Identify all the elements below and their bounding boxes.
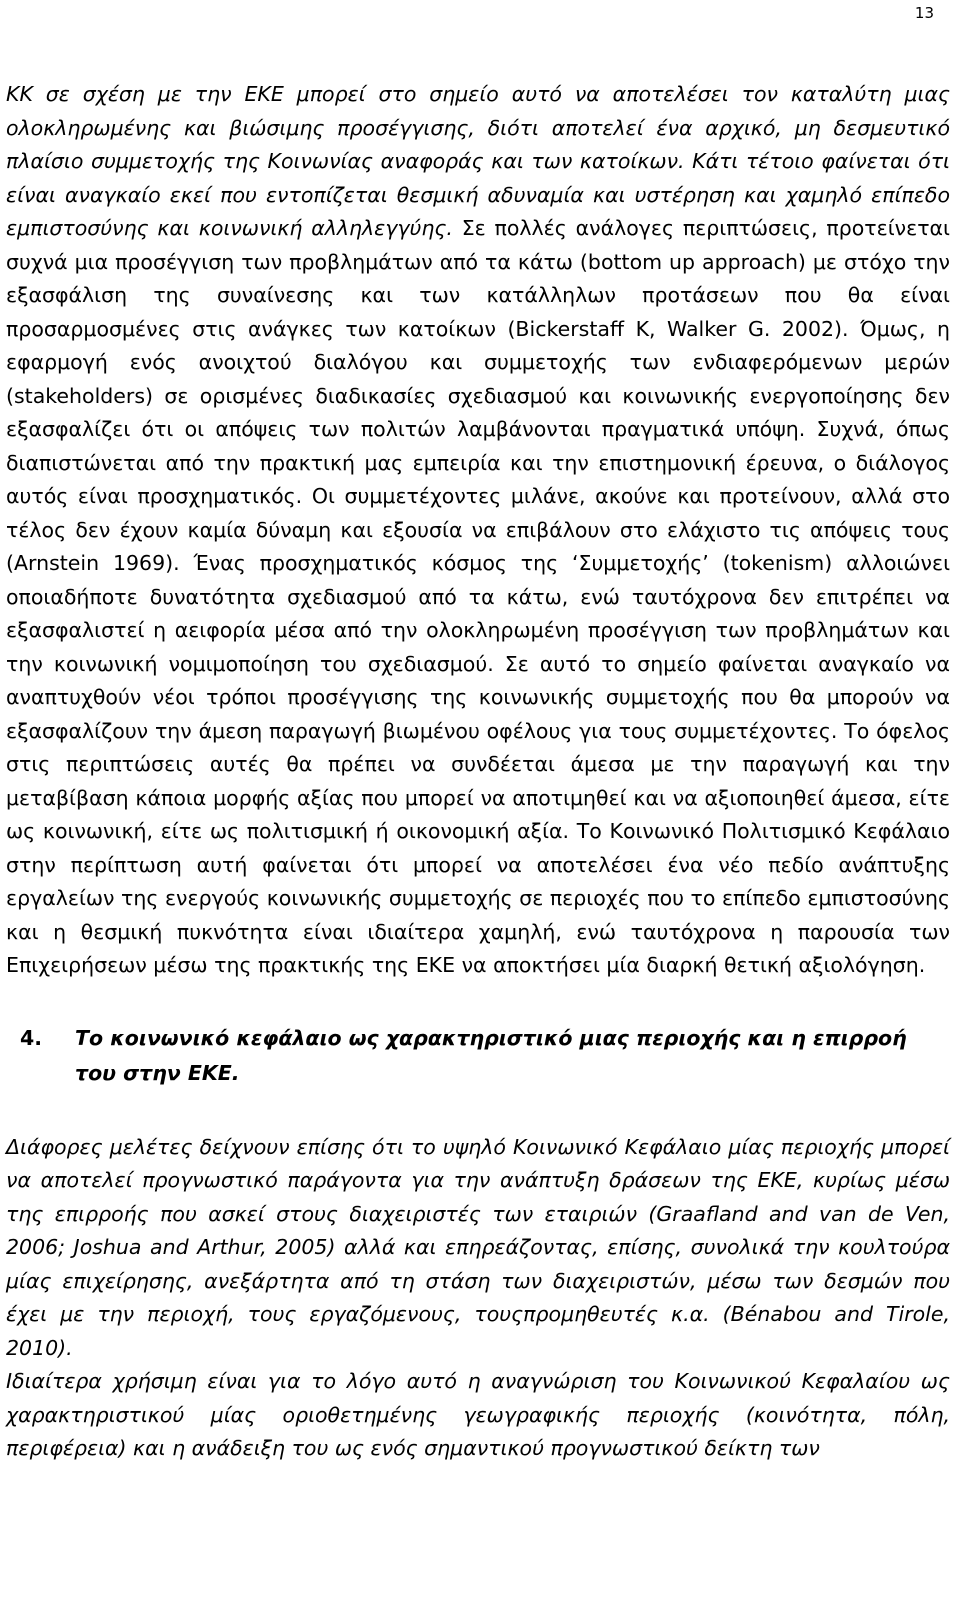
section-number: 4.: [20, 1025, 43, 1050]
paragraph-3: Ιδιαίτερα χρήσιμη είναι για το λόγο αυτό η αναγνώριση του Κοινωνικού Κεφαλαίου ως χαρακτηριστικού μίας οριοθετημένης γεωγραφικής περιοχής (κοινότητα, πόλη, περιφέρεια) και η ανάδειξη του ως ενός σημαντικού προγνωστικού δείκτη των: [6, 1369, 950, 1460]
document-body: [6, 78, 950, 1466]
page-number: 13: [914, 4, 934, 22]
paragraph-1: [6, 78, 950, 983]
section-heading: [6, 1021, 950, 1091]
paragraph-2: Διάφορες μελέτες δείχνουν επίσης ότι το υψηλό Κοινωνικό Κεφάλαιο μίας περιοχής μπορεί να αποτελεί προγνωστικό παράγοντα για την ανάπτυξη δράσεων της ΕΚΕ, κυρίως μέσω της επιρροής που ασκεί στους διαχειριστές των εταιριών (Graafland and van de Ven, 2006; Joshua and Arthur, 2005) αλλά και επηρεάζοντας, επίσης, συνολικά την κουλτούρα μίας επιχείρησης, ανεξάρτητα από τη στάση των διαχειριστών, μέσω των δεσμών που έχει με την περιοχή, τους εργαζόμενους, τουςπρομηθευτές κ.α. (Bénabou and Tirole, 2010).: [6, 1134, 950, 1360]
paragraph-1-regular: Σε πολλές ανάλογες περιπτώσεις, προτείνεται συχνά μια προσέγγιση των προβλημάτων από τα κάτω (bottom up approach) με στόχο την εξασφάλιση της συναίνεσης και των κατάλληλων προτάσεων που θα είναι προσαρμοσμένες στις ανάγκες των κατοίκων (Bickerstaff K, Walker G. 2002). Όμως, η εφαρμογή ενός ανοιχτού διαλόγου και συμμετοχής των ενδιαφερόμενων μερών (stakeholders) σε ορισμένες διαδικασίες σχεδιασμού και κοινωνικής ενεργοποίησης δεν εξασφαλίζει ότι οι απόψεις των πολιτών λαμβάνονται πραγματικά υπόψη. Συχνά, όπως διαπιστώνεται από την πρακτική μας εμπειρία και την επιστημονική έρευνα, ο διάλογος αυτός είναι προσχηματικός. Οι συμμετέχοντες μιλάνε, ακούνε και προτείνουν, αλλά στο τέλος δεν έχουν καμία δύναμη και εξουσία να επιβάλουν στο ελάχιστο τις απόψεις τους (Arnstein 1969). Ένας προσχηματικός κόσμος της ‘Συμμετοχής’ (tokenism) αλλοιώνει οποιαδήποτε δυνατότητα σχεδιασμού από τα κάτω, ενώ ταυτόχρονα δεν επιτρέπει να εξασφαλιστεί η αειφορία μέσα από την ολοκληρωμένη προσέγγιση των προβλημάτων και την κοινωνική νομιμοποίηση του σχεδιασμού. Σε αυτό το σημείο φαίνεται αναγκαίο να αναπτυχθούν νέοι τρόποι προσέγγισης της κοινωνικής συμμετοχής που θα μπορούν να εξασφαλίζουν την άμεση παραγωγή βιωμένου οφέλους για τους συμμετέχοντες. Το όφελος στις περιπτώσεις αυτές θα πρέπει να συνδέεται άμεσα με την παραγωγή και την μεταβίβαση κάποια μορφής αξίας που μπορεί να αποτιμηθεί και να αξιοποιηθεί άμεσα, είτε ως κοινωνική, είτε ως πολιτισμική ή οικονομική αξία. Το Κοινωνικό Πολιτισμικό Κεφάλαιο στην περίπτωση αυτή φαίνεται ότι μπορεί να αποτελέσει ένα νέο πεδίο ανάπτυξης εργαλείων της ενεργούς κοινωνικής συμμετοχής σε περιοχές που το επίπεδο εμπιστοσύνης και η θεσμική πυκνότητα είναι ιδιαίτερα χαμηλή, ενώ ταυτόχρονα η παρουσία των Επιχειρήσεων μέσω της πρακτικής της ΕΚΕ να αποκτήσει μία διαρκή θετική αξιολόγηση.: [6, 216, 950, 977]
section-title: Το κοινωνικό κεφάλαιο ως χαρακτηριστικό μιας περιοχής και η επιρροή του στην ΕΚΕ.: [75, 1025, 907, 1085]
paragraph-1-italic: ΚΚ σε σχέση με την ΕΚΕ μπορεί στο σημείο αυτό να αποτελέσει τον καταλύτη μιας ολοκληρωμένης και βιώσιμης προσέγγισης, διότι αποτελεί ένα αρχικό, μη δεσμευτικό πλαίσιο συμμετοχής της Κοινωνίας αναφοράς και των κατοίκων. Κάτι τέτοιο φαίνεται ότι είναι αναγκαίο εκεί που εντοπίζεται θεσμική αδυναμία και υστέρηση και χαμηλό επίπεδο εμπιστοσύνης και κοινωνική αλληλεγγύης.: [6, 82, 950, 240]
